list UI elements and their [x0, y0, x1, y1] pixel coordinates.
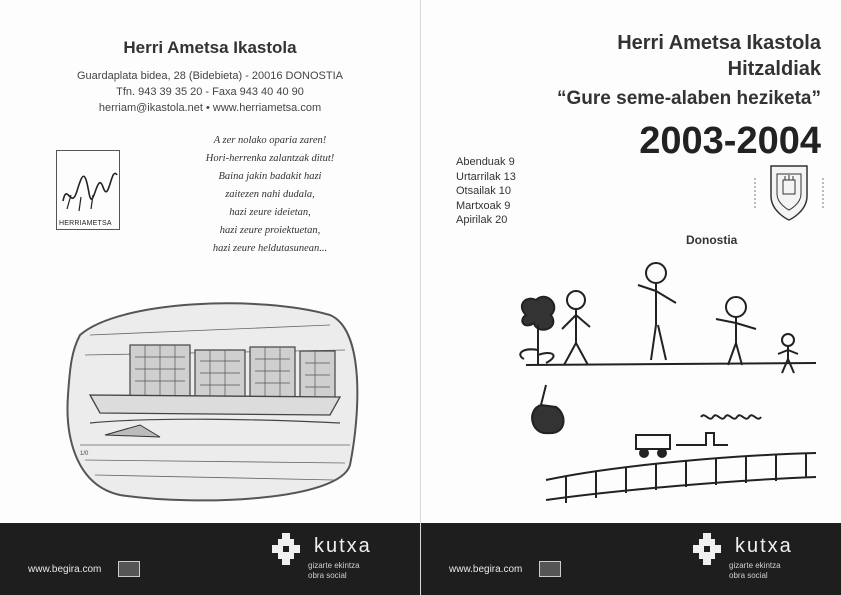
kutxa-logo-icon — [691, 533, 723, 565]
email-web: herriam@ikastola.net • www.herriametsa.com — [98, 102, 322, 114]
poem-line: A zer nolako oparia zaren! — [213, 135, 327, 146]
kutxa-tagline-2: obra social — [729, 571, 768, 580]
title-school: Herri Ametsa Ikastola — [617, 32, 821, 54]
logo-text: HERRIAMETSA — [59, 220, 112, 227]
kutxa-tagline-1: gizarte ekintza — [729, 561, 781, 570]
harbour-drawing — [60, 295, 365, 510]
footer-right — [421, 523, 841, 595]
svg-text:1/0: 1/0 — [80, 451, 89, 457]
city-crest-icon — [751, 160, 827, 226]
family-drawing — [506, 255, 826, 515]
poem-line: Hori-herrenka zalantzak ditut! — [205, 153, 335, 164]
begira-icon — [539, 561, 561, 577]
herriametsa-logo — [56, 150, 120, 230]
kutxa-logo-icon — [270, 533, 302, 565]
title-talks: Hitzaldiak — [727, 58, 821, 80]
kutxa-tagline-1: gizarte ekintza — [308, 561, 360, 570]
footer-left — [0, 523, 420, 595]
poem-line: hazi zeure proiektuetan, — [219, 225, 321, 236]
poem-line: hazi zeure heldutasunean... — [212, 243, 328, 254]
poem — [170, 132, 370, 258]
title-theme: “Gure seme-alaben heziketa” — [557, 88, 821, 109]
phone-fax: Tfn. 943 39 35 20 - Faxa 943 40 40 90 — [116, 86, 304, 98]
poem-line: Baina jakin badakit hazi — [218, 171, 322, 182]
date-item: Otsailak 10 — [456, 185, 512, 197]
year: 2003-2004 — [639, 120, 821, 162]
date-item: Abenduak 9 — [456, 156, 515, 168]
date-list — [456, 155, 516, 228]
right-page — [421, 0, 841, 595]
begira-icon — [118, 561, 140, 577]
address: Guardaplata bidea, 28 (Bidebieta) - 20016 DONOSTIA — [77, 70, 343, 82]
date-item: Urtarrilak 13 — [456, 170, 516, 183]
school-name: Herri Ametsa Ikastola — [123, 38, 297, 57]
poem-line: zaitezen nahi dudala, — [225, 189, 315, 200]
kutxa-brand: kutxa — [735, 535, 793, 557]
logo-mark-icon — [57, 151, 121, 231]
date-item: Apirilak 20 — [456, 214, 508, 226]
kutxa-tagline-2: obra social — [308, 571, 347, 580]
footer-url[interactable]: www.begira.com — [28, 564, 102, 575]
footer-url[interactable]: www.begira.com — [449, 564, 523, 575]
poem-line: hazi zeure ideietan, — [229, 207, 311, 218]
place: Donostia — [686, 233, 738, 247]
date-item: Martxoak 9 — [456, 199, 511, 212]
kutxa-brand: kutxa — [314, 535, 372, 557]
left-page — [0, 0, 420, 595]
